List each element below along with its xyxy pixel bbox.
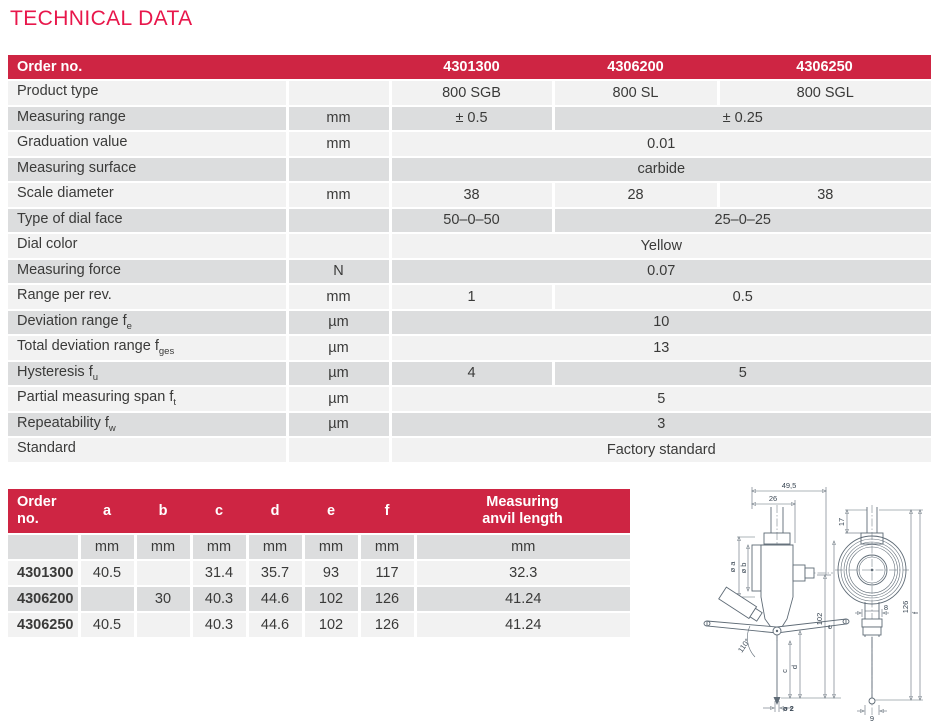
dim-value: [79, 586, 135, 612]
row-unit: mm: [287, 182, 390, 208]
dim-value: 44.6: [247, 612, 303, 637]
page-title: TECHNICAL DATA: [10, 7, 193, 30]
row-value: 800 SL: [553, 80, 718, 106]
dim-label-dia-b: ø b: [739, 562, 748, 574]
row-label: Measuring surface: [8, 157, 287, 183]
table-row: [8, 259, 931, 285]
table-row: [8, 386, 931, 412]
unit-cell: mm: [135, 534, 191, 560]
dim-label-c: c: [780, 669, 789, 673]
unit-cell: mm: [191, 534, 247, 560]
dim-value: 30: [135, 586, 191, 612]
dim-label-total-width: 49,5: [781, 481, 797, 490]
dim-value: 40.3: [191, 586, 247, 612]
dim-label-17: 17: [837, 517, 846, 527]
table-row: [8, 157, 931, 183]
unit-cell: mm: [415, 534, 630, 560]
dim-header-f: f: [359, 489, 415, 534]
row-label: Graduation value: [8, 131, 287, 157]
row-value: 25–0–25: [553, 208, 931, 234]
header-order-4301300: 4301300: [390, 55, 553, 80]
dimensions-table: [8, 489, 630, 637]
unit-cell: mm: [359, 534, 415, 560]
row-unit: [287, 80, 390, 106]
row-label: Product type: [8, 80, 287, 106]
row-label: Deviation range $f_e$: [8, 310, 287, 336]
row-unit: [287, 437, 390, 462]
table-row: [8, 310, 931, 336]
dim-order-no: 4306200: [8, 586, 79, 612]
row-value: 38: [390, 182, 553, 208]
table-row: [8, 361, 931, 387]
side-view-drawing: [704, 481, 849, 713]
dim-label-126: 126: [901, 600, 910, 614]
dim-value: 31.4: [191, 560, 247, 586]
dim-label-tip-dia: ø 2: [783, 704, 794, 713]
row-label: Total deviation range $f_{ges}$: [8, 335, 287, 361]
table-row: [8, 233, 931, 259]
row-unit: µm: [287, 310, 390, 336]
dim-value: 41.24: [415, 586, 630, 612]
table-row: [8, 182, 931, 208]
dim-label-e: e: [825, 624, 834, 630]
table-row: [8, 437, 931, 462]
dim-row: [8, 586, 630, 612]
row-value: 0.07: [390, 259, 931, 285]
row-value: 800 SGB: [390, 80, 553, 106]
row-unit: µm: [287, 386, 390, 412]
technical-data-table: [8, 55, 931, 462]
unit-cell: mm: [303, 534, 359, 560]
dim-label-9: 9: [869, 714, 875, 723]
dim-value: 126: [359, 612, 415, 637]
dim-value: [135, 612, 191, 637]
row-label: Dial color: [8, 233, 287, 259]
row-value: 5: [390, 386, 931, 412]
row-value: 0.5: [553, 284, 931, 310]
row-label: Partial measuring span $f_t$: [8, 386, 287, 412]
row-unit: N: [287, 259, 390, 285]
dim-value: 44.6: [247, 586, 303, 612]
dim-value: 102: [303, 586, 359, 612]
row-value: carbide: [390, 157, 931, 183]
table-row: [8, 284, 931, 310]
dim-header-order-no: Order no.: [8, 489, 79, 534]
row-unit: [287, 233, 390, 259]
row-unit: µm: [287, 412, 390, 438]
dim-value: 117: [359, 560, 415, 586]
front-view-drawing: [835, 505, 923, 723]
dim-label-dia-a: ø a: [728, 561, 737, 573]
row-value: ± 0.25: [553, 106, 931, 132]
dim-label-102: 102: [815, 612, 824, 626]
dim-order-no: 4306250: [8, 612, 79, 637]
table-row: [8, 106, 931, 132]
header-order-4306250: 4306250: [718, 55, 931, 80]
dim-row: [8, 612, 630, 637]
dim-value: 102: [303, 612, 359, 637]
table-row: [8, 412, 931, 438]
row-value: 800 SGL: [718, 80, 931, 106]
row-value: Yellow: [390, 233, 931, 259]
row-label: Type of dial face: [8, 208, 287, 234]
dim-label-d: d: [790, 664, 799, 670]
row-unit: mm: [287, 131, 390, 157]
dim-label-stem-width: 26: [768, 494, 778, 503]
row-label: Range per rev.: [8, 284, 287, 310]
dim-value: 32.3: [415, 560, 630, 586]
row-unit: [287, 208, 390, 234]
dim-value: 35.7: [247, 560, 303, 586]
dim-header-b: b: [135, 489, 191, 534]
row-unit: µm: [287, 335, 390, 361]
dim-order-no: 4301300: [8, 560, 79, 586]
dim-header-e: e: [303, 489, 359, 534]
unit-cell: [8, 534, 79, 560]
row-value: 10: [390, 310, 931, 336]
row-value: 0.01: [390, 131, 931, 157]
row-label: Measuring force: [8, 259, 287, 285]
dim-header-anvil-length: Measuring anvil length: [415, 489, 630, 534]
row-value: ± 0.5: [390, 106, 553, 132]
dim-value: 40.5: [79, 612, 135, 637]
dim-value: 41.24: [415, 612, 630, 637]
dim-units-row: [8, 534, 630, 560]
row-label: Scale diameter: [8, 182, 287, 208]
row-unit: mm: [287, 106, 390, 132]
technical-drawing: [659, 479, 939, 727]
row-label: Repeatability $f_w$: [8, 412, 287, 438]
unit-cell: mm: [247, 534, 303, 560]
dim-value: 40.5: [79, 560, 135, 586]
unit-cell: mm: [79, 534, 135, 560]
row-value: 1: [390, 284, 553, 310]
row-unit: mm: [287, 284, 390, 310]
header-order-4306200: 4306200: [553, 55, 718, 80]
dim-header-d: d: [247, 489, 303, 534]
row-label: Measuring range: [8, 106, 287, 132]
table-row: [8, 335, 931, 361]
dim-label-f: f: [911, 611, 920, 615]
row-value: Factory standard: [390, 437, 931, 462]
row-value: 13: [390, 335, 931, 361]
row-value: 38: [718, 182, 931, 208]
row-value: 50–0–50: [390, 208, 553, 234]
row-value: 28: [553, 182, 718, 208]
dim-value: 93: [303, 560, 359, 586]
dim-header-a: a: [79, 489, 135, 534]
dim-value: [135, 560, 191, 586]
row-unit: [287, 157, 390, 183]
row-value: 4: [390, 361, 553, 387]
dim-label-8: 8: [883, 603, 889, 612]
table-header-row: [8, 55, 931, 80]
row-value: 3: [390, 412, 931, 438]
dim-header-row: [8, 489, 630, 534]
table-row: [8, 80, 931, 106]
table-row: [8, 131, 931, 157]
dim-header-c: c: [191, 489, 247, 534]
row-unit: µm: [287, 361, 390, 387]
header-order-no: Order no.: [8, 55, 390, 80]
dim-label-angle: 110°: [735, 636, 752, 655]
table-row: [8, 208, 931, 234]
dim-value: 126: [359, 586, 415, 612]
dim-value: 40.3: [191, 612, 247, 637]
dim-row: [8, 560, 630, 586]
row-label: Standard: [8, 437, 287, 462]
row-label: Hysteresis $f_u$: [8, 361, 287, 387]
row-value: 5: [553, 361, 931, 387]
